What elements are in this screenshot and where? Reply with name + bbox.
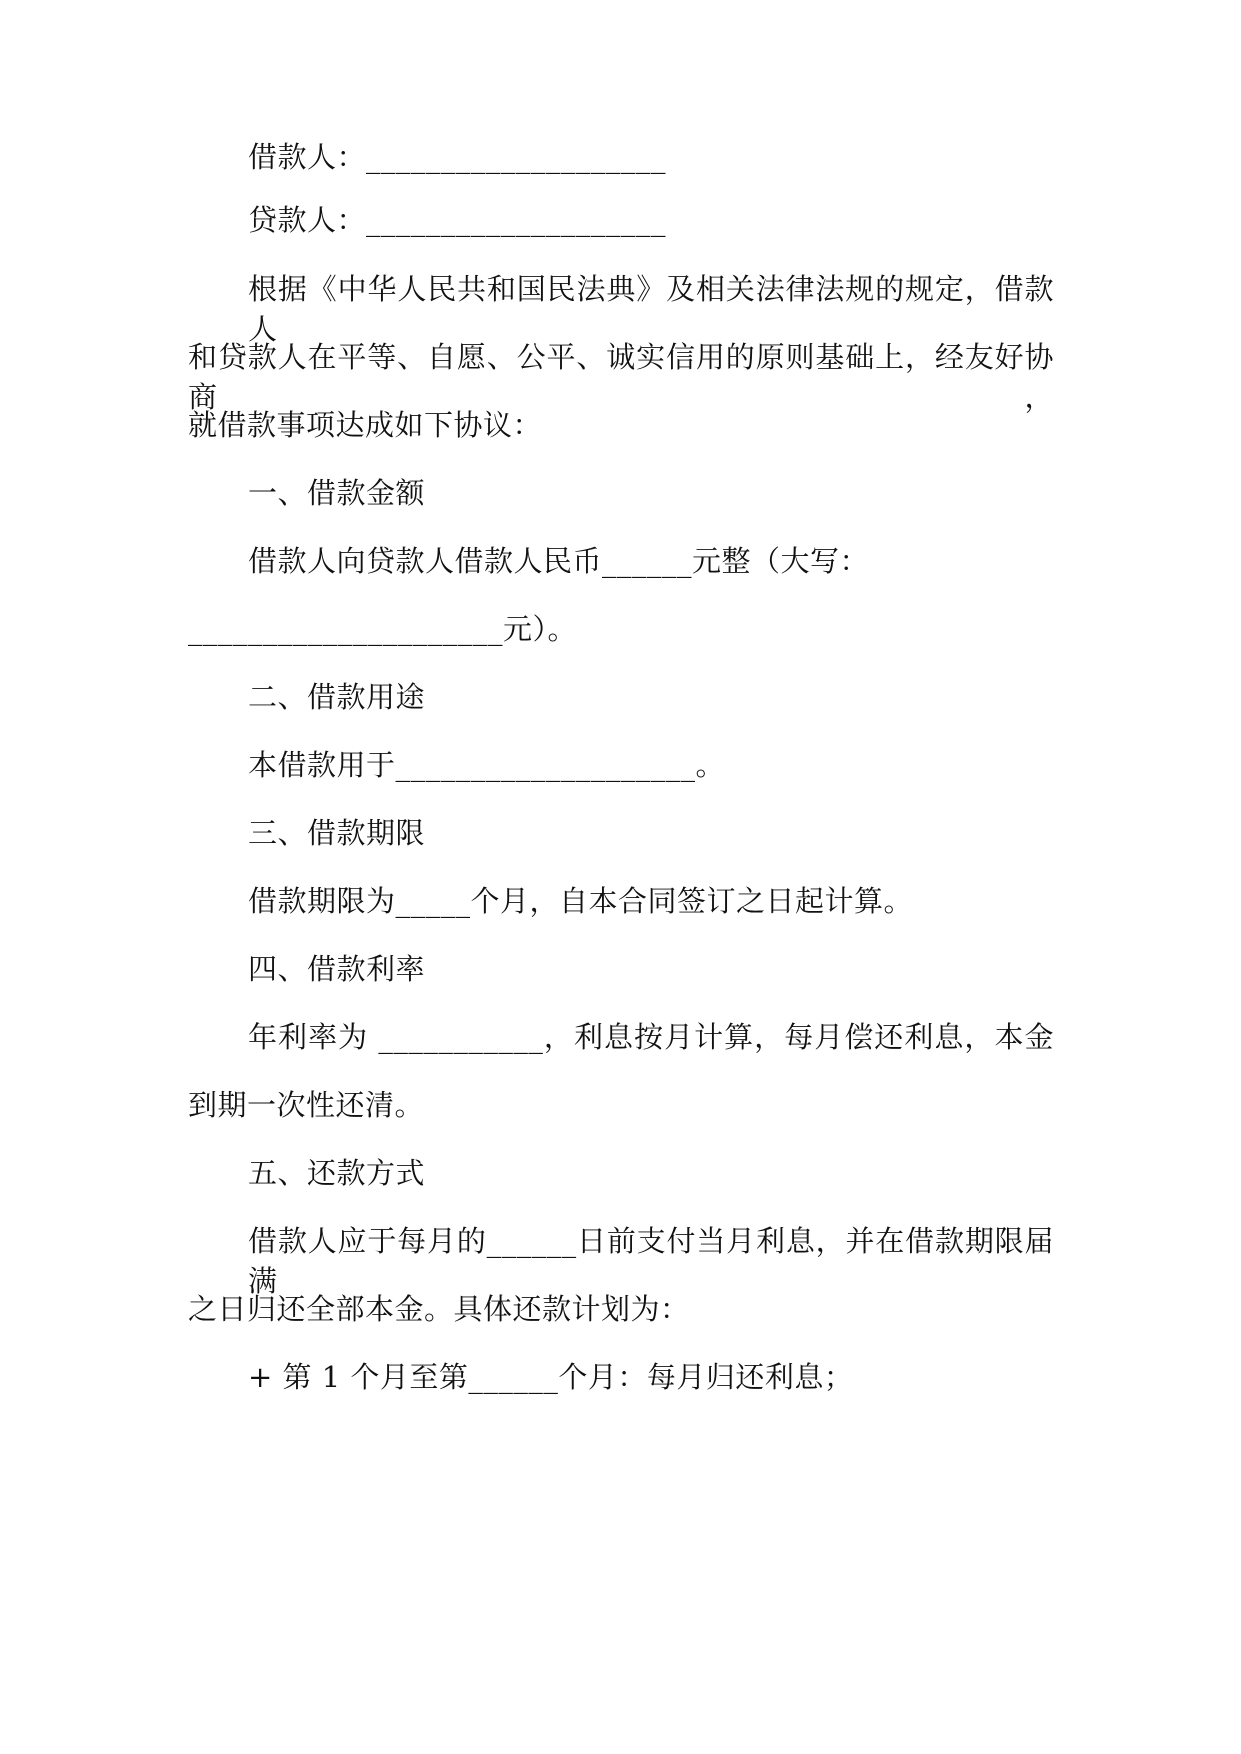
amount-line-1: 借款人向贷款人借款人民币______元整（大写： (248, 544, 870, 578)
repayment-line-2: 之日归还全部本金。具体还款计划为： (188, 1292, 690, 1326)
section-heading-repayment: 五、还款方式 (248, 1156, 426, 1190)
preamble-line-2: 和贷款人在平等、自愿、公平、诚实信用的原则基础上，经友好协商， (188, 340, 1054, 414)
section-heading-rate: 四、借款利率 (248, 952, 426, 986)
section-heading-term: 三、借款期限 (248, 816, 426, 850)
lender-line: 贷款人：____________________ (248, 203, 667, 237)
purpose-line: 本借款用于____________________。 (248, 748, 726, 782)
preamble-line-1: 根据《中华人民共和国民法典》及相关法律法规的规定，借款人 (248, 272, 1054, 346)
term-line: 借款期限为_____个月，自本合同签订之日起计算。 (248, 884, 914, 918)
repayment-plan-item: + 第 1 个月至第______个月：每月归还利息； (248, 1360, 854, 1394)
amount-line-2: _____________________元）。 (188, 612, 578, 646)
section-heading-amount: 一、借款金额 (248, 476, 426, 510)
preamble-line-3: 就借款事项达成如下协议： (188, 408, 543, 442)
rate-line-2: 到期一次性还清。 (188, 1088, 425, 1122)
repayment-line-1: 借款人应于每月的______日前支付当月利息，并在借款期限届满 (248, 1224, 1054, 1298)
rate-line-1: 年利率为 ___________，利息按月计算，每月偿还利息，本金 (248, 1020, 1054, 1054)
section-heading-purpose: 二、借款用途 (248, 680, 426, 714)
borrower-line: 借款人：____________________ (248, 140, 667, 174)
